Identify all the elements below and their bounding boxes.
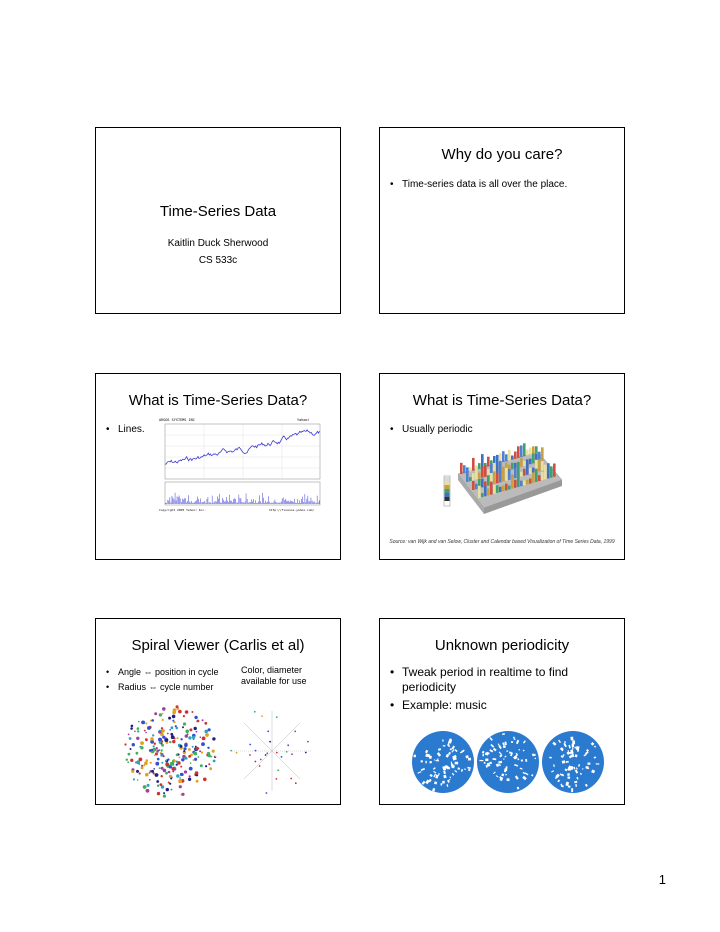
bullet: • Lines. xyxy=(106,422,145,437)
slide-4-source: Source: van Wijk and van Selow, Cluster and Calendar based Visualization of Time Series Data, 1999 xyxy=(389,539,615,545)
slide-1-title: Time-Series Data xyxy=(159,203,277,220)
disc-images xyxy=(412,731,604,793)
music-periodicity-discs xyxy=(410,726,606,798)
slide-title xyxy=(95,127,341,314)
spiral-axes xyxy=(232,711,312,791)
slide-5-bullets xyxy=(106,665,219,695)
3d-calendar-plot-image xyxy=(440,442,570,532)
bullet: • Time-series data is all over the place. xyxy=(390,177,567,192)
bullet: • Radius ⇔ cycle number xyxy=(106,680,219,695)
slide-1-course: CS 533c xyxy=(198,255,238,266)
slide-3-bullets xyxy=(106,422,145,437)
slide-2-title: Why do you care? xyxy=(441,146,563,163)
slide-periodic xyxy=(379,373,625,560)
spiral-viewer-image xyxy=(122,701,322,801)
page-number: 1 xyxy=(658,872,666,887)
slide-4-bullets xyxy=(390,422,473,437)
stock-chart-image xyxy=(157,416,323,514)
bullet: • Example: music xyxy=(390,698,610,713)
slide-spiral xyxy=(95,618,341,805)
slide-6-bullets xyxy=(390,665,610,713)
slide-why-care xyxy=(379,127,625,314)
slide-3-title: What is Time-Series Data? xyxy=(128,392,308,409)
slide-1-author: Kaitlin Duck Sherwood xyxy=(167,238,269,249)
slide-5-note: Color, diameter available for use xyxy=(241,665,307,686)
chart-header-right: Yahoo! xyxy=(297,418,310,422)
chart-header-left: ARGOS SYSTEMS INC xyxy=(159,418,195,422)
bullet: • Tweak period in realtime to find periodicity xyxy=(390,665,610,695)
chart-footer-right: http://finance.yahoo.com/ xyxy=(269,508,315,512)
bullet: • Angle ⇔ position in cycle xyxy=(106,665,219,680)
bullet: • Usually periodic xyxy=(390,422,473,437)
slide-4-title: What is Time-Series Data? xyxy=(412,392,592,409)
spiral-dots xyxy=(124,705,216,797)
slide-lines xyxy=(95,373,341,560)
chart-footer-left: Copyright 2005 Yahoo! Inc. xyxy=(159,508,206,512)
slide-5-title: Spiral Viewer (Carlis et al) xyxy=(131,637,305,654)
slide-unknown-periodicity xyxy=(379,618,625,805)
slide-2-bullets xyxy=(390,177,567,192)
slide-6-title: Unknown periodicity xyxy=(434,637,570,654)
spiral-sparse-dots xyxy=(230,711,309,794)
